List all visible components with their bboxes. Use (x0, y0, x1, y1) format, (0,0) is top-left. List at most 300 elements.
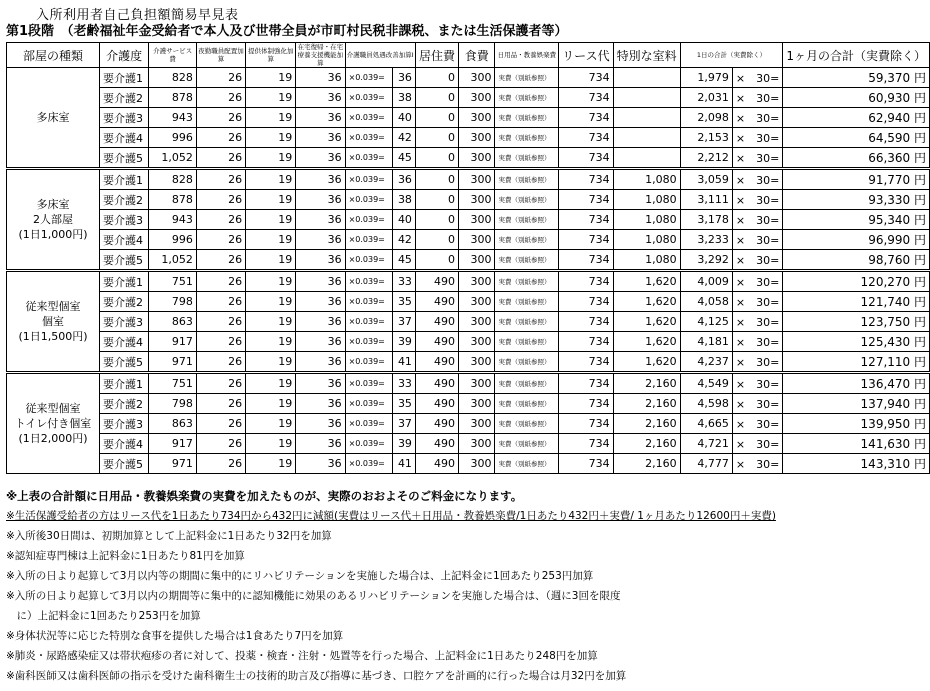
staff-improvement-cell: 35 (392, 292, 415, 312)
table-row (7, 332, 930, 352)
residence-cell: 0 (415, 250, 458, 271)
home-support-cell: 36 (296, 352, 345, 373)
special-room-cell: 2,160 (613, 434, 680, 454)
rate-cell: ×0.039= (345, 108, 392, 128)
lease-cell: 734 (559, 88, 613, 108)
header-service-fee: 介護サービス費 (149, 43, 197, 68)
note-line: ※入所の日より起算して3月以内の期間等に集中的に認知機能に効果のあるリハビリテーションを実施した場合は、（週に3回を限度 (6, 590, 621, 602)
multiplier-cell: × 30= (732, 312, 782, 332)
room-type-line: (1日2,000円) (18, 432, 88, 445)
multiplier-cell: × 30= (732, 68, 782, 88)
daily-goods-cell: 実費（別紙参照） (495, 312, 559, 332)
food-cell: 300 (458, 332, 495, 352)
lease-cell: 734 (559, 352, 613, 373)
care-level-cell: 要介護5 (99, 148, 148, 169)
food-cell: 300 (458, 190, 495, 210)
night-staff-cell: 26 (196, 373, 245, 394)
daily-total-cell: 3,059 (680, 169, 732, 190)
provision-cell: 19 (246, 210, 296, 230)
multiplier-cell: × 30= (732, 148, 782, 169)
multiplier-cell: × 30= (732, 454, 782, 474)
table-row (7, 190, 930, 210)
residence-cell: 0 (415, 190, 458, 210)
header-staff-improvement: 介護職員処遇改善加算Ⅰ (345, 43, 415, 68)
food-cell: 300 (458, 312, 495, 332)
daily-total-cell: 2,212 (680, 148, 732, 169)
service-fee-cell: 943 (149, 210, 197, 230)
food-cell: 300 (458, 88, 495, 108)
residence-cell: 490 (415, 454, 458, 474)
residence-cell: 490 (415, 394, 458, 414)
care-level-cell: 要介護4 (99, 128, 148, 148)
rate-cell: ×0.039= (345, 250, 392, 271)
home-support-cell: 36 (296, 312, 345, 332)
page-title: 入所利用者自己負担額簡易早見表 (36, 8, 239, 23)
residence-cell: 0 (415, 108, 458, 128)
provision-cell: 19 (246, 108, 296, 128)
staff-improvement-cell: 35 (392, 394, 415, 414)
table-row (7, 373, 930, 394)
daily-total-cell: 3,111 (680, 190, 732, 210)
staff-improvement-cell: 38 (392, 190, 415, 210)
multiplier-cell: × 30= (732, 250, 782, 271)
night-staff-cell: 26 (196, 332, 245, 352)
residence-cell: 490 (415, 434, 458, 454)
care-level-cell: 要介護3 (99, 312, 148, 332)
staff-improvement-cell: 40 (392, 210, 415, 230)
monthly-total-cell: 93,330 円 (783, 190, 930, 210)
food-cell: 300 (458, 271, 495, 292)
provision-cell: 19 (246, 128, 296, 148)
food-cell: 300 (458, 169, 495, 190)
provision-cell: 19 (246, 394, 296, 414)
daily-goods-cell: 実費（別紙参照） (495, 434, 559, 454)
home-support-cell: 36 (296, 373, 345, 394)
special-room-cell (613, 68, 680, 88)
staff-improvement-cell: 42 (392, 128, 415, 148)
daily-goods-cell: 実費（別紙参照） (495, 230, 559, 250)
room-type-line: 2人部屋 (32, 213, 73, 226)
lease-cell: 734 (559, 271, 613, 292)
staff-improvement-cell: 39 (392, 332, 415, 352)
care-level-cell: 要介護5 (99, 454, 148, 474)
night-staff-cell: 26 (196, 88, 245, 108)
room-type-line: (1日1,500円) (18, 330, 88, 343)
service-fee-cell: 971 (149, 352, 197, 373)
lease-cell: 734 (559, 250, 613, 271)
home-support-cell: 36 (296, 250, 345, 271)
daily-total-cell: 4,009 (680, 271, 732, 292)
lease-cell: 734 (559, 414, 613, 434)
provision-cell: 19 (246, 271, 296, 292)
special-room-cell: 1,080 (613, 169, 680, 190)
special-room-cell: 1,080 (613, 250, 680, 271)
provision-cell: 19 (246, 230, 296, 250)
lease-cell: 734 (559, 68, 613, 88)
daily-goods-cell: 実費（別紙参照） (495, 332, 559, 352)
service-fee-cell: 878 (149, 88, 197, 108)
note-line: ※上表の合計額に日用品・教養娯楽費の実費を加えたものが、実際のおおよそのご料金になります。 (6, 489, 523, 503)
lease-cell: 734 (559, 332, 613, 352)
table-row (7, 148, 930, 169)
room-type-cell (7, 68, 100, 169)
table-row (7, 312, 930, 332)
daily-total-cell: 4,721 (680, 434, 732, 454)
care-level-cell: 要介護3 (99, 108, 148, 128)
special-room-cell: 2,160 (613, 373, 680, 394)
header-monthly-total: 1ヶ月の合計（実費除く） (783, 43, 930, 68)
lease-cell: 734 (559, 292, 613, 312)
provision-cell: 19 (246, 312, 296, 332)
daily-total-cell: 3,292 (680, 250, 732, 271)
header-provision: 提供体制強化加算 (246, 43, 296, 68)
special-room-cell: 1,620 (613, 352, 680, 373)
service-fee-cell: 828 (149, 169, 197, 190)
rate-cell: ×0.039= (345, 230, 392, 250)
provision-cell: 19 (246, 292, 296, 312)
food-cell: 300 (458, 352, 495, 373)
rate-cell: ×0.039= (345, 88, 392, 108)
daily-total-cell: 4,665 (680, 414, 732, 434)
table-row (7, 230, 930, 250)
note-line: ※歯科医師又は歯科医師の指示を受けた歯科衛生士の技術的助言及び指導に基づき、口腔ケアを計画的に行った場合は月32円を加算 (6, 670, 627, 682)
staff-improvement-cell: 41 (392, 352, 415, 373)
header-room-type: 部屋の種類 (7, 43, 100, 68)
multiplier-cell: × 30= (732, 332, 782, 352)
food-cell: 300 (458, 230, 495, 250)
daily-goods-cell: 実費（別紙参照） (495, 108, 559, 128)
provision-cell: 19 (246, 148, 296, 169)
multiplier-cell: × 30= (732, 352, 782, 373)
food-cell: 300 (458, 250, 495, 271)
provision-cell: 19 (246, 414, 296, 434)
service-fee-cell: 798 (149, 292, 197, 312)
night-staff-cell: 26 (196, 128, 245, 148)
header-lease: リース代 (559, 43, 613, 68)
care-level-cell: 要介護5 (99, 352, 148, 373)
care-level-cell: 要介護1 (99, 373, 148, 394)
home-support-cell: 36 (296, 454, 345, 474)
monthly-total-cell: 64,590 円 (783, 128, 930, 148)
multiplier-cell: × 30= (732, 292, 782, 312)
lease-cell: 734 (559, 434, 613, 454)
rate-cell: ×0.039= (345, 128, 392, 148)
room-type-line: 従来型個室 (25, 300, 81, 313)
night-staff-cell: 26 (196, 108, 245, 128)
header-residence: 居住費 (415, 43, 458, 68)
daily-goods-cell: 実費（別紙参照） (495, 250, 559, 271)
care-level-cell: 要介護2 (99, 292, 148, 312)
food-cell: 300 (458, 148, 495, 169)
rate-cell: ×0.039= (345, 454, 392, 474)
room-type-line: 従来型個室 (25, 402, 81, 415)
monthly-total-cell: 137,940 円 (783, 394, 930, 414)
residence-cell: 490 (415, 373, 458, 394)
daily-total-cell: 4,237 (680, 352, 732, 373)
home-support-cell: 36 (296, 68, 345, 88)
rate-cell: ×0.039= (345, 332, 392, 352)
care-level-cell: 要介護2 (99, 190, 148, 210)
care-level-cell: 要介護2 (99, 394, 148, 414)
provision-cell: 19 (246, 169, 296, 190)
monthly-total-cell: 127,110 円 (783, 352, 930, 373)
room-type-line: 個室 (41, 315, 64, 328)
daily-total-cell: 4,181 (680, 332, 732, 352)
staff-improvement-cell: 33 (392, 271, 415, 292)
monthly-total-cell: 95,340 円 (783, 210, 930, 230)
staff-improvement-cell: 38 (392, 88, 415, 108)
monthly-total-cell: 96,990 円 (783, 230, 930, 250)
night-staff-cell: 26 (196, 271, 245, 292)
daily-goods-cell: 実費（別紙参照） (495, 292, 559, 312)
daily-goods-cell: 実費（別紙参照） (495, 88, 559, 108)
note-line: ※認知症専門棟は上記料金に1日あたり81円を加算 (6, 550, 245, 562)
night-staff-cell: 26 (196, 250, 245, 271)
table-row (7, 352, 930, 373)
care-level-cell: 要介護4 (99, 230, 148, 250)
rate-cell: ×0.039= (345, 414, 392, 434)
rate-cell: ×0.039= (345, 312, 392, 332)
provision-cell: 19 (246, 332, 296, 352)
daily-goods-cell: 実費（別紙参照） (495, 454, 559, 474)
table-row (7, 88, 930, 108)
night-staff-cell: 26 (196, 434, 245, 454)
multiplier-cell: × 30= (732, 169, 782, 190)
daily-total-cell: 2,098 (680, 108, 732, 128)
daily-total-cell: 4,598 (680, 394, 732, 414)
multiplier-cell: × 30= (732, 414, 782, 434)
daily-total-cell: 4,777 (680, 454, 732, 474)
room-type-line: 多床室 (36, 198, 70, 211)
food-cell: 300 (458, 394, 495, 414)
service-fee-cell: 751 (149, 271, 197, 292)
staff-improvement-cell: 37 (392, 312, 415, 332)
staff-improvement-cell: 42 (392, 230, 415, 250)
room-type-cell (7, 271, 100, 373)
daily-goods-cell: 実費（別紙参照） (495, 169, 559, 190)
table-header-row (7, 43, 930, 68)
residence-cell: 0 (415, 88, 458, 108)
monthly-total-cell: 59,370 円 (783, 68, 930, 88)
rate-cell: ×0.039= (345, 148, 392, 169)
provision-cell: 19 (246, 373, 296, 394)
daily-total-cell: 2,031 (680, 88, 732, 108)
home-support-cell: 36 (296, 210, 345, 230)
home-support-cell: 36 (296, 394, 345, 414)
room-type-line: (1日1,000円) (18, 228, 88, 241)
table-row (7, 169, 930, 190)
home-support-cell: 36 (296, 148, 345, 169)
service-fee-cell: 798 (149, 394, 197, 414)
special-room-cell: 2,160 (613, 454, 680, 474)
food-cell: 300 (458, 128, 495, 148)
table-row (7, 454, 930, 474)
night-staff-cell: 26 (196, 292, 245, 312)
night-staff-cell: 26 (196, 394, 245, 414)
home-support-cell: 36 (296, 434, 345, 454)
monthly-total-cell: 60,930 円 (783, 88, 930, 108)
monthly-total-cell: 66,360 円 (783, 148, 930, 169)
table-row (7, 414, 930, 434)
home-support-cell: 36 (296, 414, 345, 434)
service-fee-cell: 878 (149, 190, 197, 210)
daily-goods-cell: 実費（別紙参照） (495, 414, 559, 434)
provision-cell: 19 (246, 250, 296, 271)
care-level-cell: 要介護4 (99, 332, 148, 352)
special-room-cell: 1,080 (613, 210, 680, 230)
special-room-cell: 1,620 (613, 271, 680, 292)
multiplier-cell: × 30= (732, 128, 782, 148)
special-room-cell (613, 88, 680, 108)
notes-section (6, 486, 926, 686)
header-food: 食費 (458, 43, 495, 68)
multiplier-cell: × 30= (732, 108, 782, 128)
note-line: ※肺炎・尿路感染症又は帯状疱疹の者に対して、投薬・検査・注射・処置等を行った場合、上記料金に1日あたり248円を加算 (6, 650, 598, 662)
lease-cell: 734 (559, 230, 613, 250)
provision-cell: 19 (246, 88, 296, 108)
night-staff-cell: 26 (196, 190, 245, 210)
header-night-staff: 夜勤職員配置加算 (196, 43, 245, 68)
residence-cell: 0 (415, 230, 458, 250)
monthly-total-cell: 98,760 円 (783, 250, 930, 271)
special-room-cell (613, 108, 680, 128)
residence-cell: 0 (415, 210, 458, 230)
room-type-line: トイレ付き個室 (14, 417, 92, 430)
note-line: ※入所後30日間は、初期加算として上記料金に1日あたり32円を加算 (6, 530, 332, 542)
staff-improvement-cell: 40 (392, 108, 415, 128)
page-subtitle: 第1段階 （老齢福祉年金受給者で本人及び世帯全員が市町村民税非課税、または生活保護者等） (6, 24, 568, 39)
monthly-total-cell: 121,740 円 (783, 292, 930, 312)
staff-improvement-cell: 36 (392, 68, 415, 88)
rate-cell: ×0.039= (345, 394, 392, 414)
daily-goods-cell: 実費（別紙参照） (495, 128, 559, 148)
header-special-room: 特別な室料 (613, 43, 680, 68)
service-fee-cell: 863 (149, 312, 197, 332)
service-fee-cell: 917 (149, 332, 197, 352)
table-row (7, 434, 930, 454)
night-staff-cell: 26 (196, 169, 245, 190)
lease-cell: 734 (559, 128, 613, 148)
rate-cell: ×0.039= (345, 271, 392, 292)
special-room-cell: 1,620 (613, 312, 680, 332)
staff-improvement-cell: 36 (392, 169, 415, 190)
daily-total-cell: 3,178 (680, 210, 732, 230)
home-support-cell: 36 (296, 88, 345, 108)
note-line: ※生活保護受給者の方はリース代を1日あたり734円から432円に減額(実費はリース代＋日用品・教養娯楽費/1日あたり432円＋実費/ 1ヶ月あたり12600円＋実費) (6, 510, 776, 522)
lease-cell: 734 (559, 190, 613, 210)
daily-goods-cell: 実費（別紙参照） (495, 373, 559, 394)
provision-cell: 19 (246, 434, 296, 454)
residence-cell: 0 (415, 128, 458, 148)
residence-cell: 0 (415, 148, 458, 169)
care-level-cell: 要介護5 (99, 250, 148, 271)
food-cell: 300 (458, 292, 495, 312)
table-row (7, 394, 930, 414)
table-row (7, 250, 930, 271)
home-support-cell: 36 (296, 292, 345, 312)
staff-improvement-cell: 39 (392, 434, 415, 454)
staff-improvement-cell: 37 (392, 414, 415, 434)
table-row (7, 128, 930, 148)
daily-total-cell: 4,058 (680, 292, 732, 312)
monthly-total-cell: 125,430 円 (783, 332, 930, 352)
header-daily-goods: 日用品・教養娯楽費 (495, 43, 559, 68)
staff-improvement-cell: 45 (392, 148, 415, 169)
home-support-cell: 36 (296, 271, 345, 292)
daily-total-cell: 3,233 (680, 230, 732, 250)
provision-cell: 19 (246, 68, 296, 88)
note-line: ※入所の日より起算して3月以内等の期間に集中的にリハビリテーションを実施した場合は、上記料金に1回あたり253円加算 (6, 570, 594, 582)
service-fee-cell: 996 (149, 128, 197, 148)
residence-cell: 490 (415, 271, 458, 292)
lease-cell: 734 (559, 210, 613, 230)
fee-table (6, 42, 930, 474)
multiplier-cell: × 30= (732, 271, 782, 292)
room-type-line: 多床室 (36, 111, 70, 124)
night-staff-cell: 26 (196, 414, 245, 434)
care-level-cell: 要介護3 (99, 414, 148, 434)
multiplier-cell: × 30= (732, 210, 782, 230)
rate-cell: ×0.039= (345, 434, 392, 454)
food-cell: 300 (458, 414, 495, 434)
daily-total-cell: 2,153 (680, 128, 732, 148)
table-row (7, 108, 930, 128)
home-support-cell: 36 (296, 169, 345, 190)
service-fee-cell: 751 (149, 373, 197, 394)
care-level-cell: 要介護4 (99, 434, 148, 454)
service-fee-cell: 971 (149, 454, 197, 474)
header-care-level: 介護度 (99, 43, 148, 68)
service-fee-cell: 1,052 (149, 148, 197, 169)
lease-cell: 734 (559, 148, 613, 169)
daily-goods-cell: 実費（別紙参照） (495, 352, 559, 373)
multiplier-cell: × 30= (732, 434, 782, 454)
lease-cell: 734 (559, 312, 613, 332)
service-fee-cell: 1,052 (149, 250, 197, 271)
food-cell: 300 (458, 434, 495, 454)
daily-goods-cell: 実費（別紙参照） (495, 68, 559, 88)
special-room-cell: 2,160 (613, 414, 680, 434)
daily-goods-cell: 実費（別紙参照） (495, 148, 559, 169)
header-daily-total: 1日の合計（実費除く） (680, 43, 783, 68)
home-support-cell: 36 (296, 230, 345, 250)
special-room-cell: 1,620 (613, 332, 680, 352)
home-support-cell: 36 (296, 108, 345, 128)
night-staff-cell: 26 (196, 210, 245, 230)
multiplier-cell: × 30= (732, 394, 782, 414)
room-type-cell (7, 169, 100, 271)
night-staff-cell: 26 (196, 312, 245, 332)
residence-cell: 490 (415, 352, 458, 373)
daily-total-cell: 4,549 (680, 373, 732, 394)
monthly-total-cell: 139,950 円 (783, 414, 930, 434)
staff-improvement-cell: 45 (392, 250, 415, 271)
food-cell: 300 (458, 454, 495, 474)
food-cell: 300 (458, 108, 495, 128)
food-cell: 300 (458, 68, 495, 88)
care-level-cell: 要介護2 (99, 88, 148, 108)
service-fee-cell: 863 (149, 414, 197, 434)
table-row (7, 68, 930, 88)
multiplier-cell: × 30= (732, 230, 782, 250)
rate-cell: ×0.039= (345, 352, 392, 373)
residence-cell: 490 (415, 332, 458, 352)
home-support-cell: 36 (296, 190, 345, 210)
staff-improvement-cell: 41 (392, 454, 415, 474)
rate-cell: ×0.039= (345, 68, 392, 88)
lease-cell: 734 (559, 454, 613, 474)
special-room-cell (613, 148, 680, 169)
